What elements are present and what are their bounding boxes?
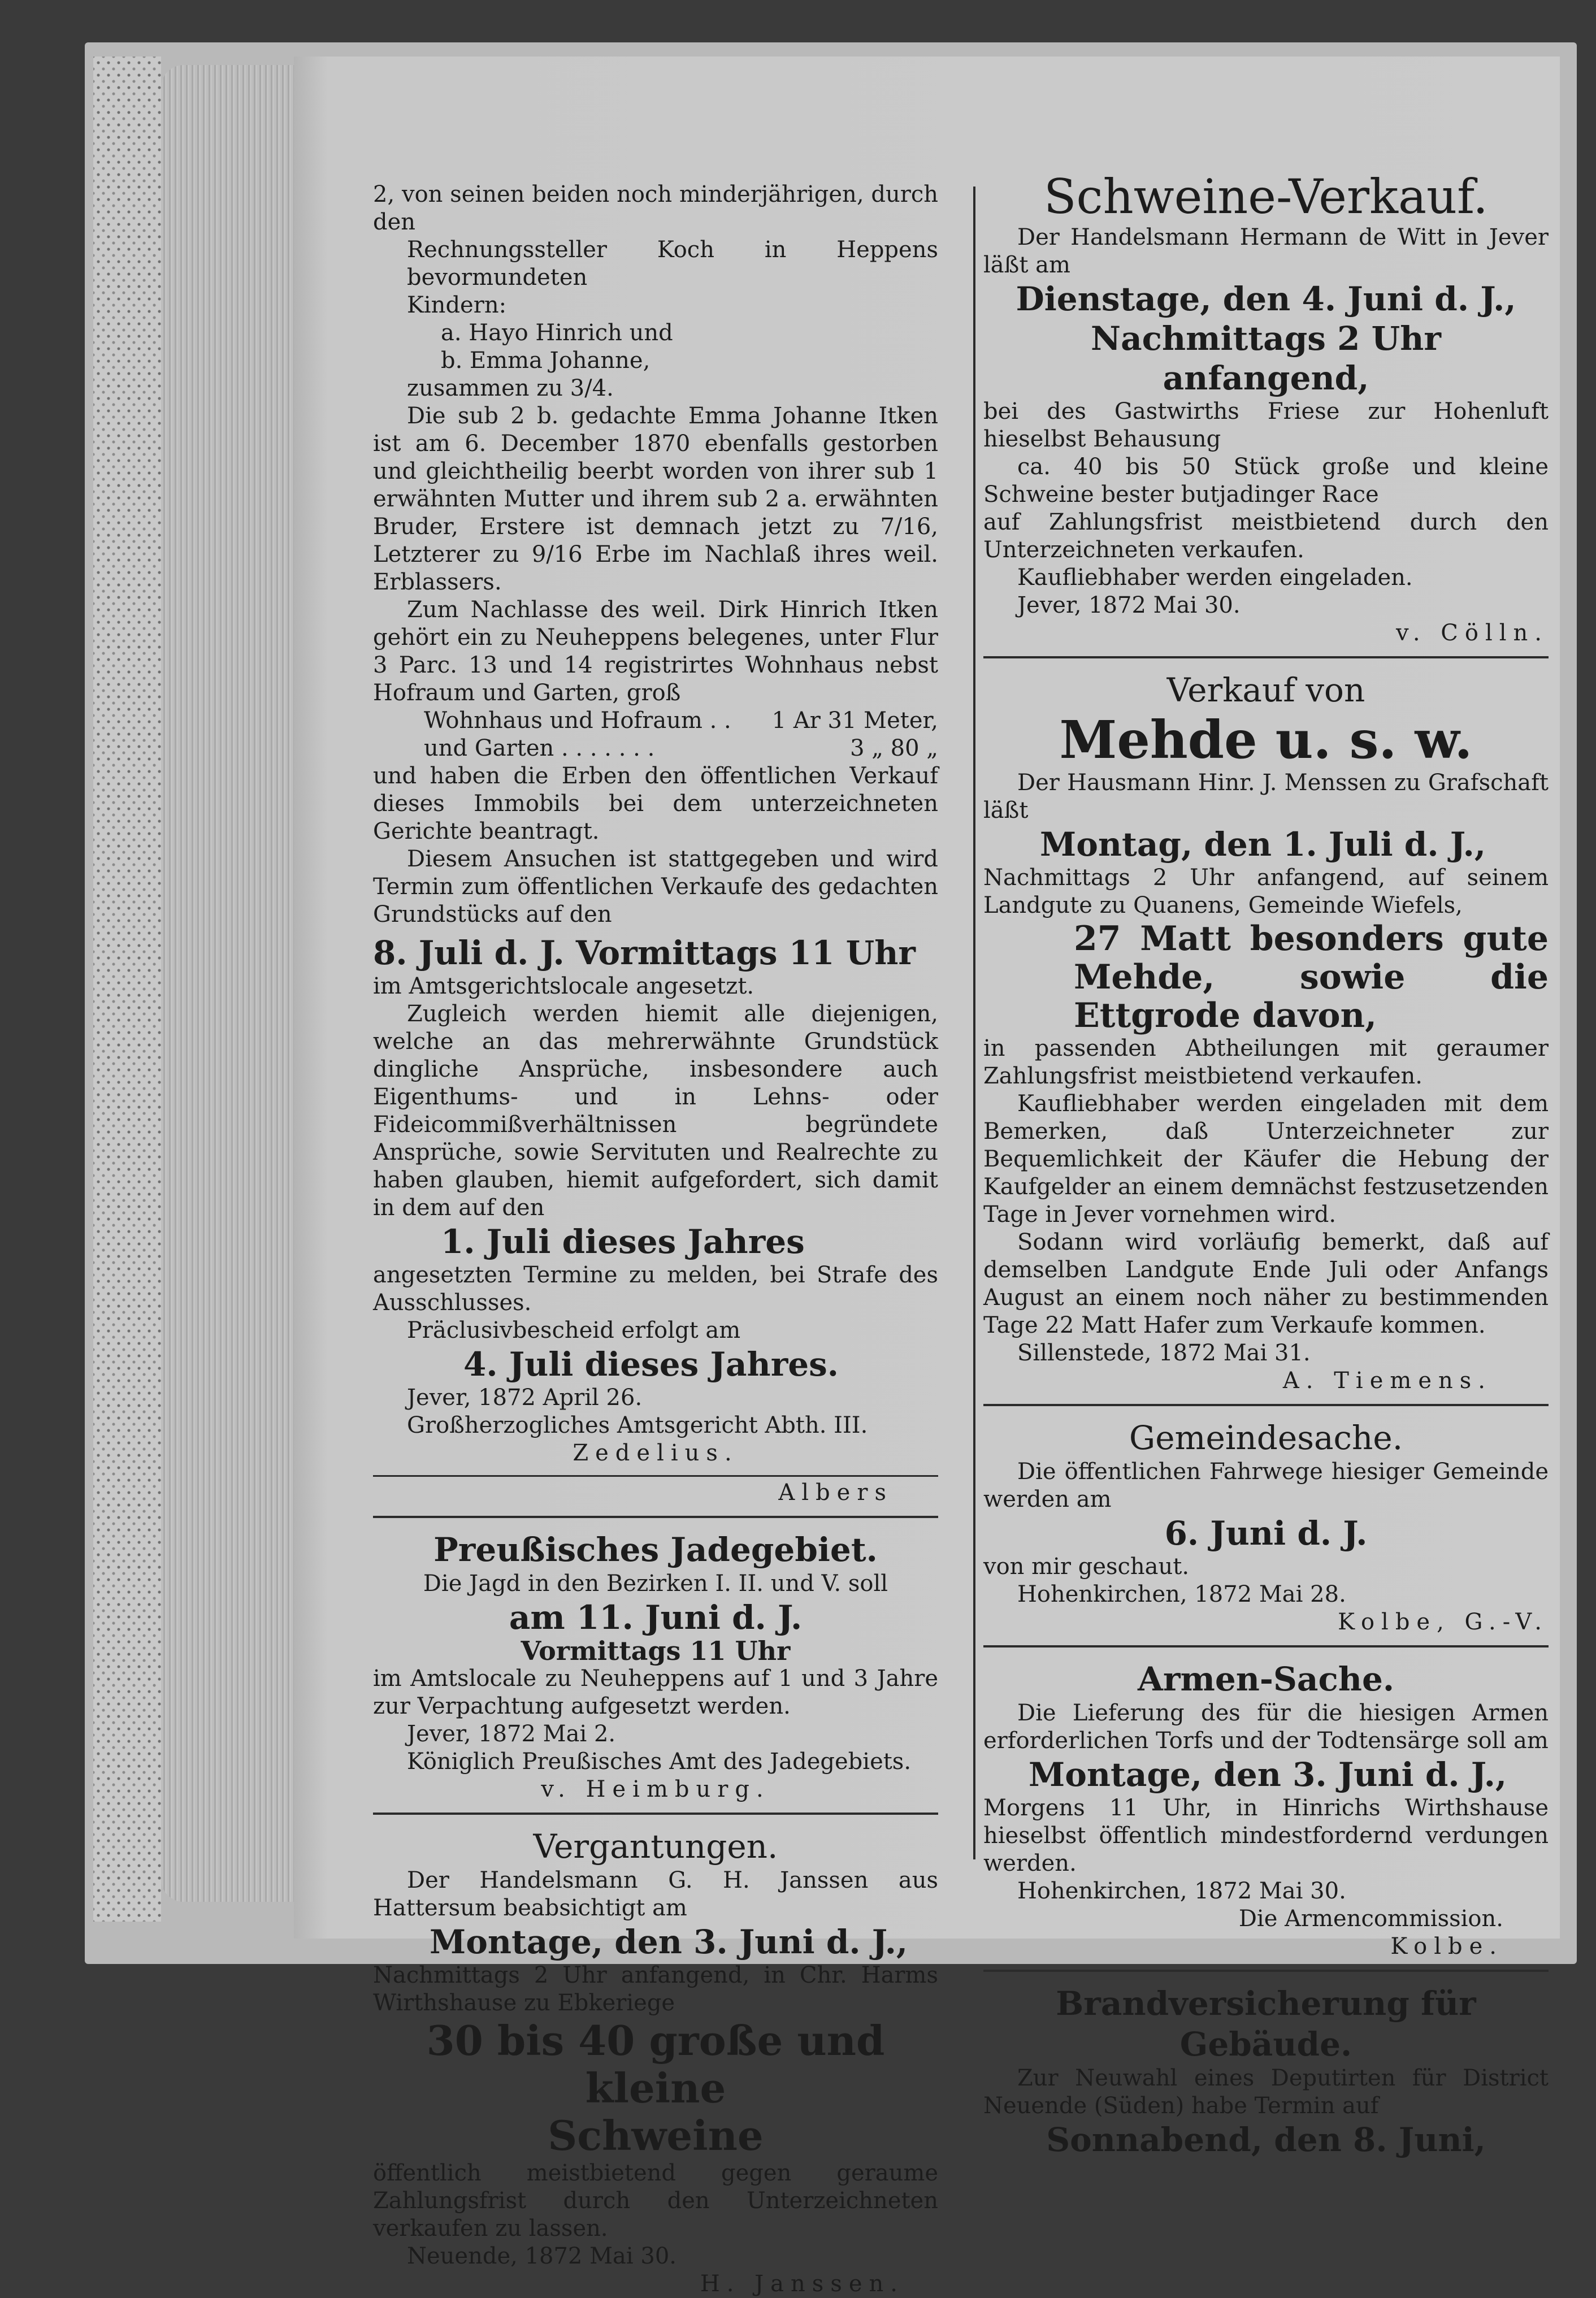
area-value: 1 Ar 31 Meter, bbox=[771, 708, 938, 734]
page-stack bbox=[161, 65, 308, 1902]
section-title: Vergantungen. bbox=[533, 1827, 778, 1866]
paragraph: im Amtsgerichtslocale angesetzt. bbox=[373, 973, 754, 999]
text-line: von mir geschaut. bbox=[983, 1554, 1190, 1580]
signature: Kolbe, G.-V. bbox=[1338, 1609, 1549, 1635]
place-date: Jever, 1872 Mai 30. bbox=[1017, 592, 1241, 618]
text-line: Rechnungssteller Koch in Heppens bevormundeten bbox=[407, 237, 938, 290]
signature: H. Janssen. bbox=[700, 2271, 904, 2297]
place-date: Sillenstede, 1872 Mai 31. bbox=[1017, 1340, 1311, 1366]
court-name: Großherzogliches Amtsgericht Abth. III. bbox=[407, 1412, 868, 1438]
place-date: Jever, 1872 Mai 2. bbox=[407, 1721, 616, 1747]
signature: Albers bbox=[778, 1480, 893, 1506]
speckled-edge bbox=[93, 57, 161, 1922]
section-title: Schweine-Verkauf. bbox=[1044, 169, 1488, 224]
headline-date: am 11. Juni d. J. bbox=[509, 1598, 803, 1637]
paragraph: Der Handelsmann G. H. Janssen aus Hattersum beabsichtigt am bbox=[373, 1867, 938, 1921]
section-title: Armen-Sache. bbox=[1137, 1660, 1395, 1698]
area-value: 3 „ 80 „ bbox=[850, 735, 938, 761]
commission-name: Die Armencommission. bbox=[1238, 1906, 1503, 1932]
headline-date: Dienstage, den 4. Juni d. J., bbox=[1016, 280, 1516, 318]
section-rule bbox=[373, 1516, 938, 1518]
paragraph: Präclusivbescheid erfolgt am bbox=[407, 1317, 741, 1343]
paragraph: und haben die Erben den öffentlichen Verkauf dieses Immobils bei dem unterzeichneten Gerichte beantragt. bbox=[373, 763, 938, 844]
paragraph: Nachmittags 2 Uhr anfangend, auf seinem Landgute zu Quanens, Gemeinde Wiefels, bbox=[983, 865, 1549, 918]
paragraph: Der Handelsmann Hermann de Witt in Jever läßt am bbox=[983, 224, 1549, 278]
place-date: Hohenkirchen, 1872 Mai 30. bbox=[1017, 1878, 1346, 1904]
area-label: und Garten . . . . . . . bbox=[424, 735, 655, 761]
place-date: Neuende, 1872 Mai 30. bbox=[407, 2243, 677, 2269]
place-date: Hohenkirchen, 1872 Mai 28. bbox=[1017, 1581, 1346, 1607]
section-title: Verkauf von bbox=[1166, 671, 1365, 709]
text-line: zusammen zu 3/4. bbox=[407, 375, 614, 401]
paragraph: Der Hausmann Hinr. J. Menssen zu Grafschaft läßt bbox=[983, 770, 1549, 823]
paragraph: Nachmittags 2 Uhr anfangend, in Chr. Harms Wirthshause zu Ebkeriege bbox=[373, 1962, 938, 2016]
section-title: Preußisches Jadegebiet. bbox=[433, 1530, 878, 1569]
signature: A. Tiemens. bbox=[1282, 1368, 1492, 1394]
paragraph: Morgens 11 Uhr, in Hinrichs Wirthshause hieselbst öffentlich mindestfordernd verdungen werden. bbox=[983, 1795, 1549, 1876]
headline-time: Nachmittags 2 Uhr anfangend, bbox=[1091, 319, 1441, 397]
paragraph: im Amtslocale zu Neuheppens auf 1 und 3 Jahre zur Verpachtung aufgesetzt werden. bbox=[373, 1666, 938, 1719]
headline-big: 30 bis 40 große und kleine bbox=[426, 2017, 885, 2112]
paragraph: in passenden Abtheilungen mit geraumer Zahlungsfrist meistbietend verkaufen. bbox=[983, 1035, 1549, 1089]
paragraph: Zum Nachlasse des weil. Dirk Hinrich Itken gehört ein zu Neuheppens belegenes, unter Flur 3 Parc. 13 und 14 registrirtes Wohnhaus nebst Hofraum und Garten, groß bbox=[373, 597, 938, 706]
text-line: 2, von seinen beiden noch minderjährigen, durch den bbox=[373, 181, 938, 235]
section-title: Brandversicherung für Gebäude. bbox=[1056, 1984, 1476, 2063]
section-title: Gemeindesache. bbox=[1129, 1419, 1403, 1457]
headline-date: Montage, den 3. Juni d. J., bbox=[430, 1923, 908, 1961]
text-line: a. Hayo Hinrich und bbox=[441, 320, 673, 346]
headline-time: Vormittags 11 Uhr bbox=[521, 1636, 791, 1666]
headline-big: 27 Matt besonders gute Mehde, sowie die Ettgrode davon, bbox=[1074, 919, 1549, 1035]
signature: v. Cölln. bbox=[1395, 620, 1549, 646]
section-rule bbox=[983, 1404, 1549, 1406]
area-row bbox=[373, 707, 938, 735]
paragraph: ca. 40 bis 50 Stück große und kleine Schweine bester butjadinger Race bbox=[983, 454, 1549, 508]
paragraph: Diesem Ansuchen ist stattgegeben und wird Termin zum öffentlichen Verkaufe des gedachten Grundstücks auf den bbox=[373, 846, 938, 927]
signature: Kolbe. bbox=[1390, 1933, 1503, 1959]
section-rule bbox=[373, 1813, 938, 1815]
left-column bbox=[373, 181, 938, 2298]
headline-date: 8. Juli d. J. Vormittags 11 Uhr bbox=[373, 934, 916, 972]
paragraph: Die sub 2 b. gedachte Emma Johanne Itken ist am 6. December 1870 ebenfalls gestorben und gleichtheilig beerbt worden von ihrer sub 1 erwähnten Mutter und ihrem sub 2 a. erwähnten Bruder, Erstere ist demnach jetzt zu 7/16, Letzterer zu 9/16 Erbe im Nachlaß ihres weil. Erblassers. bbox=[373, 403, 938, 595]
place-date: Jever, 1872 April 26. bbox=[407, 1385, 643, 1411]
headline-date: Sonnabend, den 8. Juni, bbox=[1046, 2121, 1486, 2159]
text-line: b. Emma Johanne, bbox=[441, 348, 650, 374]
section-rule bbox=[983, 1645, 1549, 1647]
paragraph: auf Zahlungsfrist meistbietend durch den Unterzeichneten verkaufen. bbox=[983, 509, 1549, 563]
text-line: Kindern: bbox=[407, 292, 507, 318]
paragraph: Zur Neuwahl eines Deputirten für District Neuende (Süden) habe Termin auf bbox=[983, 2065, 1549, 2119]
signature: v. Heimburg. bbox=[541, 1776, 770, 1802]
headline-date: 1. Juli dieses Jahres bbox=[441, 1222, 805, 1261]
headline-big: Schweine bbox=[548, 2111, 764, 2160]
paragraph: Zugleich werden hiemit alle diejenigen, welche an das mehrerwähnte Grundstück dingliche Ansprüche, insbesondere auch Eigenthums- und in Lehns- oder Fideicommißverhältnissen begründete Ansprüche, sowie Servituten und Realrechte zu haben glauben, hiemit aufgefordert, sich damit in dem auf den bbox=[373, 1001, 938, 1221]
section-title-big: Mehde u. s. w. bbox=[1059, 709, 1473, 770]
column-divider bbox=[973, 187, 975, 1859]
paragraph: Die Lieferung des für die hiesigen Armen erforderlichen Torfs und der Todtensärge soll am bbox=[983, 1700, 1549, 1754]
paragraph: öffentlich meistbietend gegen geraume Zahlungsfrist durch den Unterzeichneten verkaufen zu lassen. bbox=[373, 2160, 938, 2241]
headline-date: 4. Juli dieses Jahres. bbox=[463, 1345, 839, 1384]
paragraph: Sodann wird vorläufig bemerkt, daß auf demselben Landgute Ende Juli oder Anfangs August an einem noch näher zu bestimmenden Tage 22 Matt Hafer zum Verkaufe kommen. bbox=[983, 1229, 1549, 1338]
signature: Zedelius. bbox=[573, 1440, 739, 1466]
section-rule bbox=[373, 1475, 938, 1477]
right-column bbox=[983, 170, 1549, 2160]
area-row bbox=[373, 735, 938, 762]
text-line: Die Jagd in den Bezirken I. II. und V. soll bbox=[423, 1571, 888, 1597]
paragraph: angesetzten Termine zu melden, bei Strafe des Ausschlusses. bbox=[373, 1262, 938, 1316]
section-rule bbox=[983, 1970, 1549, 1972]
paragraph: Kaufliebhaber werden eingeladen mit dem Bemerken, daß Unterzeichneter zur Bequemlichkeit der Käufer die Hebung der Kaufgelder an einem demnächst festzusetzenden Tage in Jever vornehmen wird. bbox=[983, 1091, 1549, 1228]
paragraph: bei des Gastwirths Friese zur Hohenluft hieselbst Behausung bbox=[983, 398, 1549, 452]
headline-date: Montag, den 1. Juli d. J., bbox=[1040, 825, 1486, 864]
area-label: Wohnhaus und Hofraum . . bbox=[424, 708, 731, 734]
paragraph: Die öffentlichen Fahrwege hiesiger Gemeinde werden am bbox=[983, 1459, 1549, 1512]
section-rule bbox=[983, 656, 1549, 658]
text-line: Kaufliebhaber werden eingeladen. bbox=[1017, 565, 1413, 591]
office-name: Königlich Preußisches Amt des Jadegebiets. bbox=[407, 1749, 912, 1775]
headline-date: Montage, den 3. Juni d. J., bbox=[1029, 1755, 1507, 1794]
headline-date: 6. Juni d. J. bbox=[1164, 1514, 1368, 1553]
